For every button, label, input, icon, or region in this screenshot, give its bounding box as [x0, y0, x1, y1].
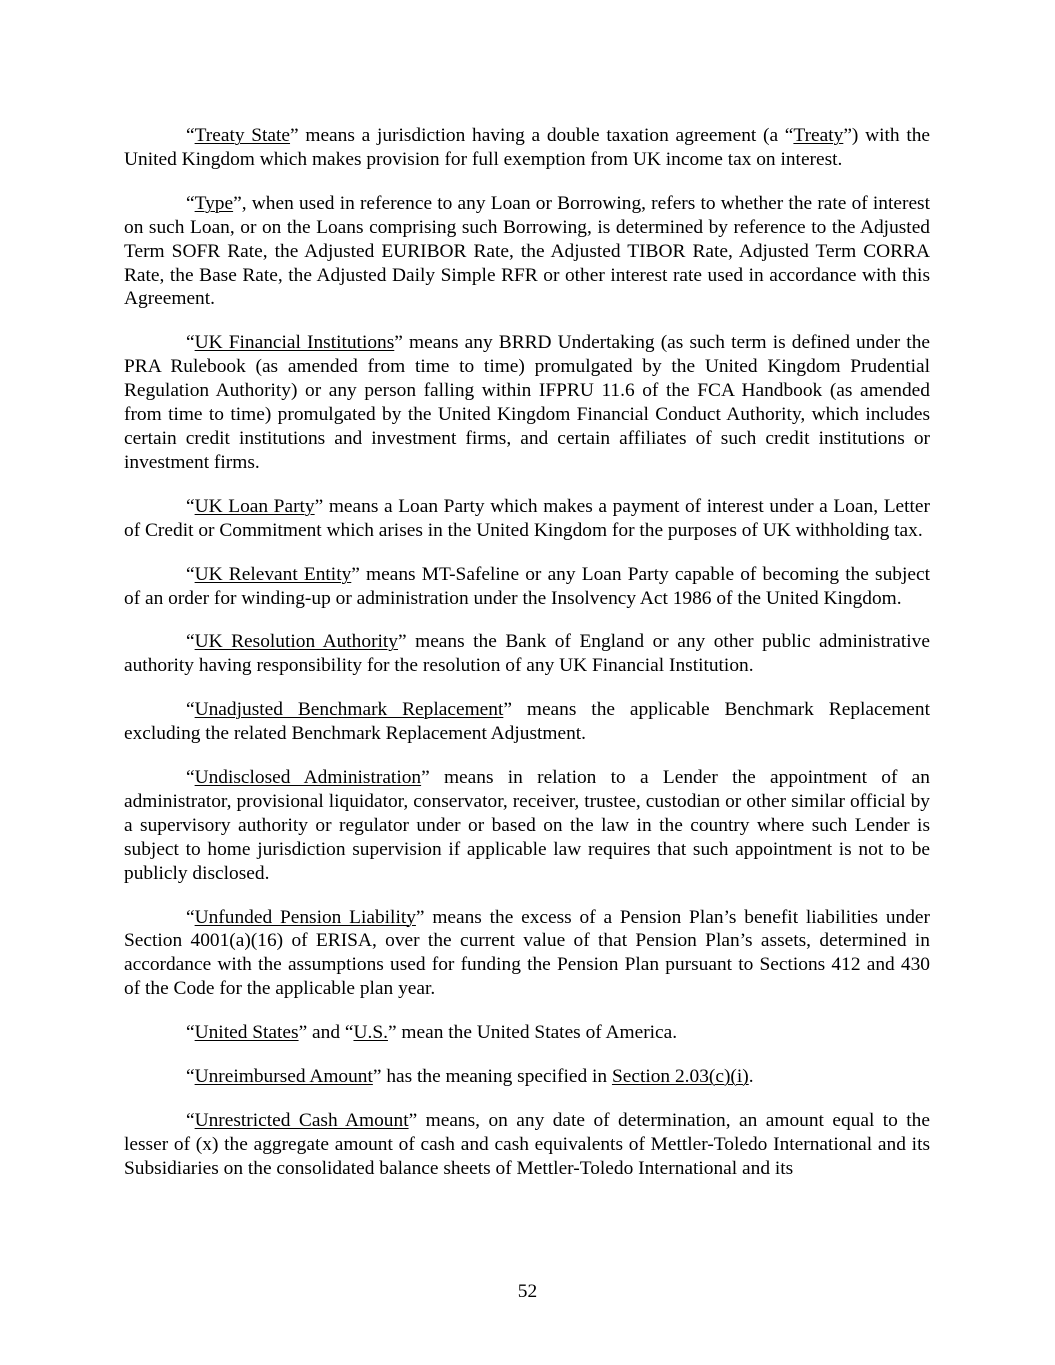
text: “	[186, 192, 195, 214]
defined-term: U.S.	[353, 1022, 388, 1044]
defined-term: Unreimbursed Amount	[194, 1066, 373, 1088]
page-number: 52	[517, 1281, 538, 1302]
section-reference-link[interactable]: Section 2.03(c)(i)	[611, 1066, 749, 1088]
text: ” mean the United States of America.	[387, 1022, 678, 1044]
text: ” means a jurisdiction having a double taxation agreement (a “	[290, 125, 794, 146]
defined-term: Unadjusted Benchmark Replacement	[194, 699, 504, 721]
defined-term: Treaty	[793, 125, 844, 146]
text: ” means MT-Safeline or any Loan Party capable of becoming the subject of an order for winding-up or administration under the Insolvency Act 1986 of the United Kingdom.	[124, 563, 930, 609]
text: ” means in relation to a Lender the appointment of an administrator, provisional liquidator, conservator, receiver, trustee, custodian or other similar official by a supervisory authority or regulator under or based on the law in the country where such Lender is subject to home jurisdiction supervision if applicable law requires that such appointment is not to be publicly disclosed.	[124, 767, 930, 884]
text: ” means the Bank of England or any other public administrative authority having responsibility for the resolution of any UK Financial Institution.	[124, 631, 930, 677]
definition-paragraph	[124, 331, 930, 474]
defined-term: Unrestricted Cash Amount	[194, 1110, 409, 1131]
text: .	[748, 1066, 754, 1088]
defined-term: United States	[194, 1022, 299, 1044]
document-body	[124, 124, 930, 1201]
definition-paragraph	[124, 1065, 930, 1089]
defined-term: UK Relevant Entity	[194, 563, 352, 585]
definition-paragraph	[124, 192, 930, 312]
text: “	[186, 563, 195, 585]
definition-paragraph	[124, 698, 930, 746]
text: ”) with the United Kingdom which makes provision for full exemption from UK income tax on interest.	[124, 125, 931, 170]
definition-paragraph	[124, 563, 930, 611]
text: ” has the meaning specified in	[372, 1066, 612, 1088]
definition-paragraph	[124, 766, 930, 886]
defined-term: Undisclosed Administration	[194, 767, 422, 789]
text: “	[186, 631, 195, 653]
defined-term: UK Loan Party	[194, 495, 315, 517]
text: ” means the excess of a Pension Plan’s benefit liabilities under Section 4001(a)(16) of ERISA, over the current value of that Pension Plan’s assets, determined in accordance with the assumptions used for funding the Pension Plan pursuant to Sections 412 and 430 of the Code for the applicable plan year.	[124, 906, 930, 1000]
defined-term: Type	[194, 192, 234, 214]
text: “	[186, 1022, 195, 1044]
text: “	[186, 767, 195, 789]
text: “	[186, 1110, 195, 1131]
text: “	[186, 125, 195, 146]
text: “	[186, 332, 195, 354]
definition-paragraph	[124, 495, 930, 543]
defined-term: UK Financial Institutions	[194, 332, 395, 354]
defined-term: Treaty State	[194, 125, 291, 146]
text: “	[186, 1066, 195, 1088]
definition-paragraph	[124, 124, 930, 172]
text: ” means the applicable Benchmark Replacement excluding the related Benchmark Replacement Adjustment.	[124, 699, 930, 745]
definition-paragraph	[124, 630, 930, 678]
definition-paragraph	[124, 1021, 930, 1045]
text: “	[186, 906, 195, 928]
text: ” means, on any date of determination, an amount equal to the lesser of (x) the aggregate amount of cash and cash equivalents of Mettler-Toledo International and its Subsidiaries on the consolidated balance sheets of Mettler-Toledo International and its	[124, 1110, 930, 1179]
definition-paragraph	[124, 906, 930, 1002]
text: ” and “	[298, 1022, 354, 1044]
text: ”, when used in reference to any Loan or Borrowing, refers to whether the rate of interest on such Loan, or on the Loans comprising such Borrowing, is determined by reference to the Adjusted Term SOFR Rate, the Adjusted EURIBOR Rate, the Adjusted TIBOR Rate, Adjusted Term CORRA Rate, the Base Rate, the Adjusted Daily Simple RFR or other interest rate used in accordance with this Agreement.	[124, 192, 930, 310]
defined-term: UK Resolution Authority	[194, 631, 398, 653]
text: “	[186, 495, 195, 517]
defined-term: Unfunded Pension Liability	[194, 906, 416, 928]
text: ” means any BRRD Undertaking (as such term is defined under the PRA Rulebook (as amended from time to time) promulgated by the United Kingdom Prudential Regulation Authority) or any person falling within IFPRU 11.6 of the FCA Handbook (as amended from time to time) promulgated by the United Kingdom Financial Conduct Authority, which includes certain credit institutions and investment firms, and certain affiliates of such credit institutions or investment firms.	[124, 332, 930, 473]
definition-paragraph	[124, 1109, 930, 1181]
text: ” means a Loan Party which makes a payment of interest under a Loan, Letter of Credit or Commitment which arises in the United Kingdom for the purposes of UK withholding tax.	[124, 495, 930, 541]
text: “	[186, 699, 195, 721]
